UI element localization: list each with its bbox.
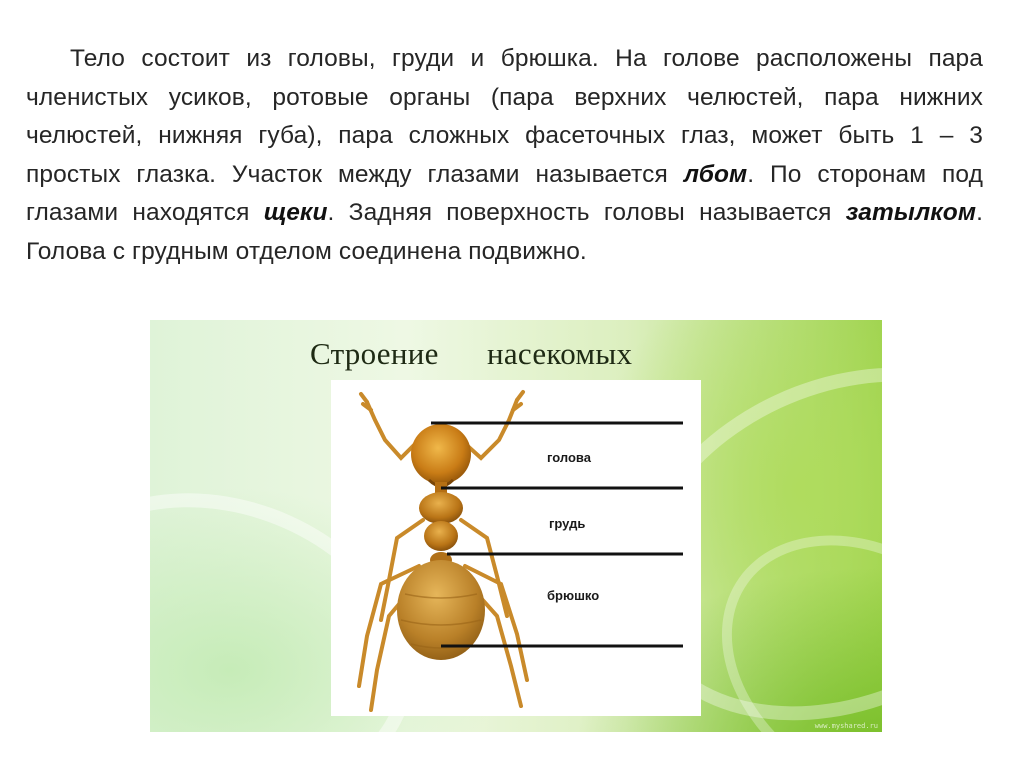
ant-head (411, 424, 471, 484)
figure-title: Строение насекомых (310, 336, 633, 371)
label-thorax: грудь (549, 516, 586, 531)
paragraph-text-3: . Задняя поверхность головы называется (327, 199, 846, 226)
ant-diagram-panel (331, 380, 701, 716)
ant-illustration (331, 380, 701, 716)
body-paragraph (26, 40, 983, 271)
label-abdomen: брюшко (547, 588, 600, 603)
ant-thorax-front (419, 492, 463, 524)
watermark: www.myshared.ru (814, 722, 878, 730)
term-occiput: затылком (845, 199, 977, 226)
term-forehead: лбом (683, 160, 748, 188)
paragraph-text-4: . Голова с грудным отделом соединена подвижно. (26, 199, 984, 265)
label-head: голова (547, 450, 591, 465)
ant-thorax-rear (424, 521, 458, 551)
paragraph-text-2: . По сторонам под глазами находятся (26, 160, 983, 226)
insect-structure-figure (150, 320, 882, 732)
term-cheeks: щеки (263, 199, 328, 226)
paragraph-text-1: Тело состоит из головы, груди и брюшка. На голове расположены пара члениcтых усиков, ротовые органы (пара верхних челюстей, пара нижних челюстей, нижняя губа), пара сложных фасеточных глаз, может быть 1 – 3 простых глазка. Участок между глазами называется (26, 45, 983, 188)
